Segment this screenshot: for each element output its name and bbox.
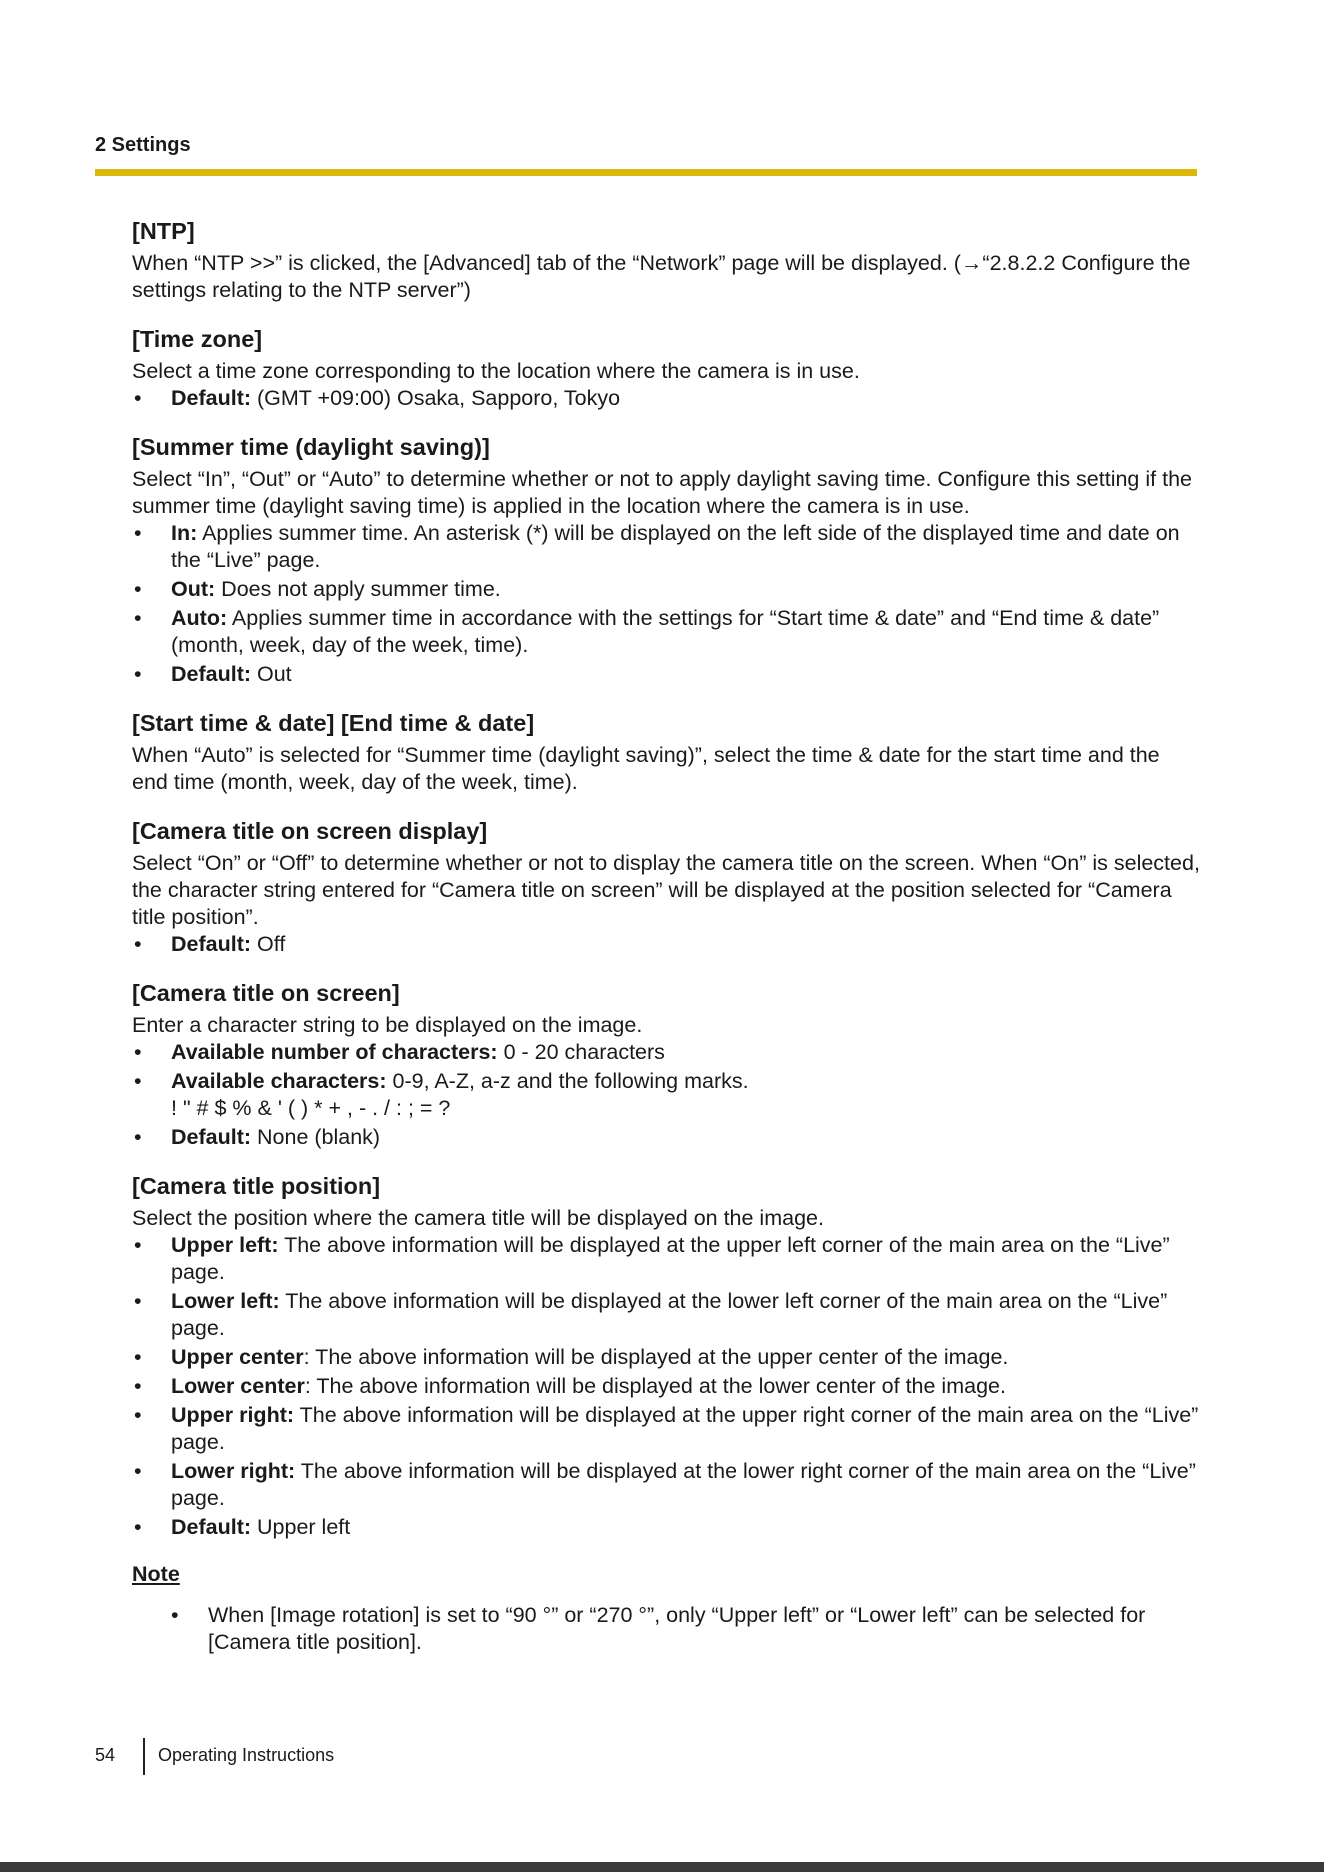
bullet-list — [132, 385, 1200, 412]
bottom-edge-strip — [0, 1862, 1324, 1872]
item-label: Lower center — [171, 1374, 305, 1398]
item-text: Applies summer time in accordance with the settings for “Start time & date” and “End time & date” (month, week, day of the week, time). — [171, 606, 1160, 657]
page-content — [132, 216, 1200, 1658]
item-text: Upper left — [251, 1515, 351, 1539]
section-time-zone — [132, 324, 1200, 412]
list-item — [132, 576, 1200, 603]
item-text: The above information will be displayed at the upper right corner of the main area on the “Live” page. — [171, 1403, 1199, 1454]
section-ntp — [132, 216, 1200, 304]
section-title: [Camera title on screen display] — [132, 818, 488, 844]
chapter-header: 2 Settings — [95, 134, 191, 156]
section-description: Select “On” or “Off” to determine whether or not to display the camera title on the screen. When “On” is selected, the character string entered for “Camera title on screen” will be displayed at the position selected for “Camera title position”. — [132, 851, 1200, 929]
section-title: [Time zone] — [132, 326, 263, 352]
list-item — [132, 385, 1200, 412]
header-rule — [95, 169, 1197, 176]
item-text: Out — [251, 662, 292, 686]
section-title: [Start time & date] [End time & date] — [132, 710, 535, 736]
list-item — [132, 1068, 1200, 1122]
item-label: Out: — [171, 577, 216, 601]
item-label: Available number of characters: — [171, 1040, 498, 1064]
list-item — [132, 1344, 1200, 1371]
note-block — [132, 1561, 1200, 1656]
note-item: • When [Image rotation] is set to “90 °” or “270 °”, only “Upper left” or “Lower left” can be selected for [Camera title position]. — [169, 1602, 1200, 1656]
section-title: [Camera title position] — [132, 1173, 381, 1199]
list-item — [132, 661, 1200, 688]
list-item — [132, 1402, 1200, 1456]
item-label: Auto: — [171, 606, 228, 630]
section-description: Select the position where the camera title will be displayed on the image. — [132, 1206, 824, 1230]
item-text: None (blank) — [251, 1125, 381, 1149]
item-text: Off — [251, 932, 286, 956]
item-label: Lower left: — [171, 1289, 280, 1313]
list-item — [132, 1232, 1200, 1286]
footer-label: Operating Instructions — [158, 1745, 335, 1765]
bullet-list — [132, 931, 1200, 958]
list-item — [132, 520, 1200, 574]
item-label: Upper right: — [171, 1403, 295, 1427]
item-label: Lower right: — [171, 1459, 296, 1483]
section-description: When “NTP >>” is clicked, the [Advanced] tab of the “Network” page will be displayed. (→“2.8.2.2 Configure the settings relating to the NTP server”) — [132, 251, 1191, 302]
note-list — [169, 1602, 1200, 1656]
item-label: In: — [171, 521, 198, 545]
section-title: [Summer time (daylight saving)] — [132, 434, 490, 460]
item-text: The above information will be displayed at the upper left corner of the main area on the “Live” page. — [171, 1233, 1170, 1284]
item-label: Default: — [171, 386, 252, 410]
bullet-list — [132, 520, 1200, 688]
section-title: [NTP] — [132, 218, 195, 244]
section-start-end-time — [132, 708, 1200, 796]
list-item — [132, 931, 1200, 958]
footer-separator — [143, 1738, 145, 1775]
item-text: Applies summer time. An asterisk (*) will be displayed on the left side of the displayed time and date on the “Live” page. — [171, 521, 1180, 572]
section-description: Select a time zone corresponding to the location where the camera is in use. — [132, 359, 860, 383]
section-description: When “Auto” is selected for “Summer time (daylight saving)”, select the time & date for the start time and the end time (month, week, day of the week, time). — [132, 743, 1160, 794]
list-item — [132, 1039, 1200, 1066]
item-text: The above information will be displayed at the lower left corner of the main area on the “Live” page. — [171, 1289, 1168, 1340]
item-label: Default: — [171, 1515, 252, 1539]
bullet-list — [132, 1039, 1200, 1151]
section-camera-title-display — [132, 816, 1200, 958]
item-label: Upper center — [171, 1345, 304, 1369]
section-description: Enter a character string to be displayed on the image. — [132, 1013, 643, 1037]
list-item — [132, 1288, 1200, 1342]
item-text: Does not apply summer time. — [215, 577, 501, 601]
list-item — [132, 1373, 1200, 1400]
allowed-marks: ! " # $ % & ' ( ) * + , - . / : ; = ? — [171, 1096, 451, 1120]
item-label: Available characters: — [171, 1069, 387, 1093]
item-label: Default: — [171, 1125, 252, 1149]
note-title: Note — [132, 1562, 180, 1586]
list-item — [132, 1124, 1200, 1151]
list-item — [132, 605, 1200, 659]
item-label: Upper left: — [171, 1233, 279, 1257]
item-text: : The above information will be displayed at the upper center of the image. — [303, 1345, 1009, 1369]
section-camera-title-on-screen — [132, 978, 1200, 1151]
section-camera-title-position — [132, 1171, 1200, 1541]
item-text: : The above information will be displayed at the lower center of the image. — [304, 1374, 1006, 1398]
item-text: The above information will be displayed at the lower right corner of the main area on the “Live” page. — [171, 1459, 1196, 1510]
section-description: Select “In”, “Out” or “Auto” to determine whether or not to apply daylight saving time. Configure this setting if the summer time (daylight saving time) is applied in the location where the camera is in use. — [132, 467, 1192, 518]
bullet-list — [132, 1232, 1200, 1541]
item-text: 0 - 20 characters — [497, 1040, 665, 1064]
list-item — [132, 1458, 1200, 1512]
section-title: [Camera title on screen] — [132, 980, 400, 1006]
item-label: Default: — [171, 662, 252, 686]
page-number: 54 — [95, 1745, 116, 1765]
list-item — [132, 1514, 1200, 1541]
section-summer-time — [132, 432, 1200, 688]
item-text: (GMT +09:00) Osaka, Sapporo, Tokyo — [251, 386, 621, 410]
item-text: 0-9, A-Z, a-z and the following marks. — [386, 1069, 749, 1093]
item-label: Default: — [171, 932, 252, 956]
